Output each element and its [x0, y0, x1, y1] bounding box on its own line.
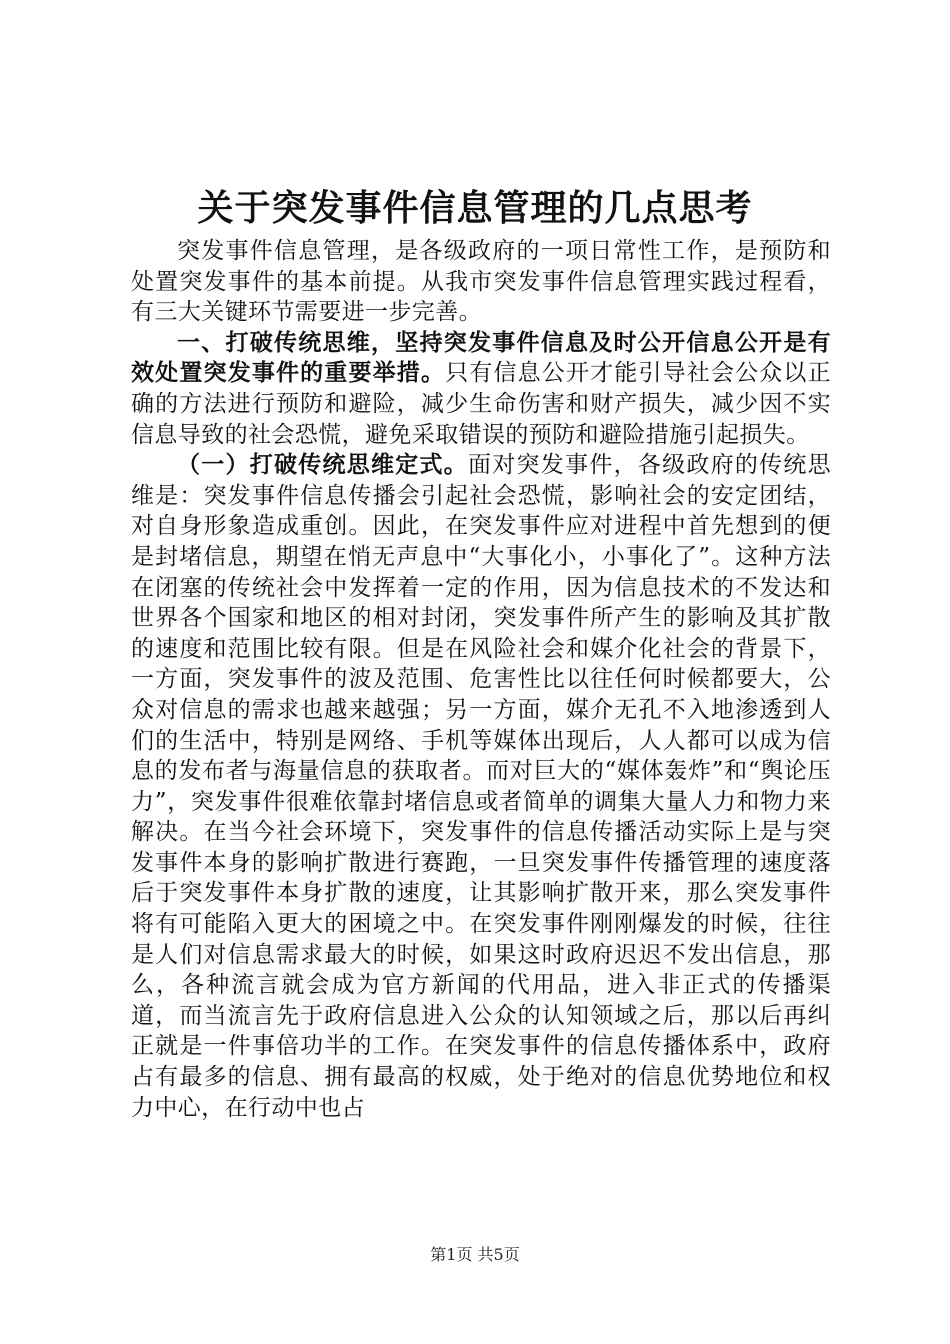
paragraph-text: 面对突发事件，各级政府的传统思维是：突发事件信息传播会引起社会恐慌，影响社会的安定团结，对自身形象造成重创。因此，在突发事件应对进程中首先想到的便是封堵信息，期望在悄无声息中“大事化小，小事化了”。这种方法在闭塞的传统社会中发挥着一定的作用，因为信息技术的不发达和世界各个国家和地区的相对封闭，突发事件所产生的影响及其扩散的速度和范围比较有限。但是在风险社会和媒介化社会的背景下，一方面，突发事件的波及范围、危害性比以往任何时候都要大，公众对信息的需求也越来越强；另一方面，媒介无孔不入地渗透到人们的生活中，特别是网络、手机等媒体出现后，人人都可以成为信息的发布者与海量信息的获取者。而对巨大的“媒体轰炸”和“舆论压力”，突发事件很难依靠封堵信息或者简单的调集大量人力和物力来解决。在当今社会环境下，突发事件的信息传播活动实际上是与突发事件本身的影响扩散进行赛跑，一旦突发事件传播管理的速度落后于突发事件本身扩散的速度，让其影响扩散开来，那么突发事件将有可能陷入更大的困境之中。在突发事件刚刚爆发的时候，往往是人们对信息需求最大的时候，如果这时政府迟迟不发出信息，那么，各种流言就会成为官方新闻的代用品，进入非正式的传播渠道，而当流言先于政府信息进入公众的认知领域之后，那以后再纠正就是一件事倍功半的工作。在突发事件的信息传播体系中，政府占有最多的信息、拥有最高的权威，处于绝对的信息优势地位和权力中心，在行动中也占	[131, 452, 831, 1121]
document-title: 关于突发事件信息管理的几点思考	[197, 188, 753, 229]
paragraph-intro	[131, 236, 831, 328]
paragraph-subsection-1	[131, 450, 831, 1123]
page-footer: 第1页 共5页	[430, 1245, 520, 1264]
document-body	[131, 236, 831, 1123]
section-heading: 一、打破传统思维，坚持突发事件信息及时公开信息公开是有效处置突发事件的重要举措。	[131, 329, 831, 387]
paragraph-text: 突发事件信息管理，是各级政府的一项日常性工作，是预防和处置突发事件的基本前提。从我市突发事件信息管理实践过程看，有三大关键环节需要进一步完善。	[131, 238, 831, 326]
paragraph-section-1	[131, 328, 831, 450]
subsection-heading: （一）打破传统思维定式。	[177, 452, 469, 479]
paragraph-text: 只有信息公开才能引导社会公众以正确的方法进行预防和避险，减少生命伤害和财产损失，减少因不实信息导致的社会恐慌，避免采取错误的预防和避险措施引起损失。	[131, 360, 831, 448]
